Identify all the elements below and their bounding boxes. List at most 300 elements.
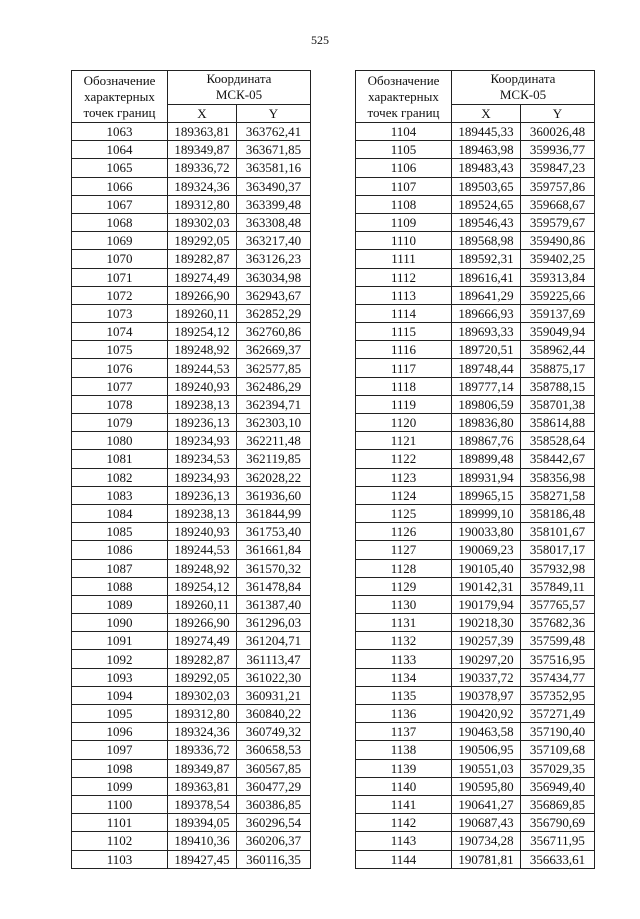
table-row (356, 614, 595, 632)
x-coordinate-cell: 189336,72 (168, 159, 237, 177)
table-row (356, 541, 595, 559)
y-coordinate-cell: 360567,85 (237, 759, 311, 777)
point-number-cell: 1070 (72, 250, 168, 268)
y-coordinate-cell: 362852,29 (237, 304, 311, 322)
y-coordinate-cell: 358101,67 (521, 523, 595, 541)
point-header-line-2: характерных (84, 88, 155, 104)
y-column-header: Y (521, 104, 595, 122)
point-number-cell: 1089 (72, 595, 168, 613)
x-coordinate-cell: 189666,93 (452, 304, 521, 322)
point-number-cell: 1079 (72, 414, 168, 432)
x-coordinate-cell: 189410,36 (168, 832, 237, 850)
point-number-cell: 1124 (356, 486, 452, 504)
y-coordinate-cell: 361936,60 (237, 486, 311, 504)
point-number-cell: 1090 (72, 614, 168, 632)
y-coordinate-cell: 359757,86 (521, 177, 595, 195)
y-coordinate-cell: 363490,37 (237, 177, 311, 195)
point-number-cell: 1063 (72, 123, 168, 141)
table-row (72, 523, 311, 541)
table-row (356, 195, 595, 213)
table-row (356, 559, 595, 577)
table-row (356, 323, 595, 341)
point-number-cell: 1125 (356, 504, 452, 522)
point-number-cell: 1109 (356, 213, 452, 231)
table-row (72, 414, 311, 432)
point-number-cell: 1092 (72, 650, 168, 668)
table-row (72, 468, 311, 486)
point-number-cell: 1066 (72, 177, 168, 195)
point-number-cell: 1071 (72, 268, 168, 286)
table-row (72, 341, 311, 359)
y-coordinate-cell: 359847,23 (521, 159, 595, 177)
x-coordinate-cell: 189236,13 (168, 414, 237, 432)
table-row (72, 177, 311, 195)
y-coordinate-cell: 360840,22 (237, 705, 311, 723)
y-coordinate-cell: 361844,99 (237, 504, 311, 522)
y-coordinate-cell: 360296,54 (237, 814, 311, 832)
table-row (356, 141, 595, 159)
point-number-cell: 1119 (356, 395, 452, 413)
table-row (356, 577, 595, 595)
y-coordinate-cell: 363399,48 (237, 195, 311, 213)
x-coordinate-cell: 190218,30 (452, 614, 521, 632)
x-coordinate-cell: 189806,59 (452, 395, 521, 413)
table-row (356, 213, 595, 231)
point-number-cell: 1072 (72, 286, 168, 304)
x-coordinate-cell: 190179,94 (452, 595, 521, 613)
x-coordinate-cell: 189378,54 (168, 795, 237, 813)
y-coordinate-cell: 356790,69 (521, 814, 595, 832)
point-number-cell: 1143 (356, 832, 452, 850)
x-coordinate-cell: 190142,31 (452, 577, 521, 595)
table-row (356, 177, 595, 195)
table-row (72, 777, 311, 795)
x-coordinate-cell: 189292,05 (168, 232, 237, 250)
y-coordinate-cell: 363034,98 (237, 268, 311, 286)
x-coordinate-cell: 189363,81 (168, 777, 237, 795)
y-coordinate-cell: 359049,94 (521, 323, 595, 341)
point-number-cell: 1129 (356, 577, 452, 595)
table-row (356, 450, 595, 468)
x-coordinate-cell: 189324,36 (168, 723, 237, 741)
x-coordinate-cell: 189748,44 (452, 359, 521, 377)
table-row (72, 268, 311, 286)
x-coordinate-cell: 189266,90 (168, 614, 237, 632)
y-coordinate-cell: 362028,22 (237, 468, 311, 486)
x-coordinate-cell: 189568,98 (452, 232, 521, 250)
y-coordinate-cell: 357932,98 (521, 559, 595, 577)
x-coordinate-cell: 189274,49 (168, 268, 237, 286)
coordinates-table-left (71, 70, 311, 869)
table-row (72, 814, 311, 832)
table-row (72, 250, 311, 268)
y-coordinate-cell: 362394,71 (237, 395, 311, 413)
point-number-cell: 1112 (356, 268, 452, 286)
table-row (72, 286, 311, 304)
point-number-cell: 1068 (72, 213, 168, 231)
point-number-cell: 1080 (72, 432, 168, 450)
y-coordinate-cell: 362943,67 (237, 286, 311, 304)
coord-header-line-1: Координата (490, 71, 556, 87)
y-coordinate-cell: 360026,48 (521, 123, 595, 141)
point-number-cell: 1064 (72, 141, 168, 159)
point-number-cell: 1075 (72, 341, 168, 359)
table-row (72, 323, 311, 341)
table-row (72, 195, 311, 213)
point-number-cell: 1083 (72, 486, 168, 504)
point-number-cell: 1091 (72, 632, 168, 650)
table-row (72, 632, 311, 650)
y-coordinate-cell: 361478,84 (237, 577, 311, 595)
y-coordinate-cell: 357516,95 (521, 650, 595, 668)
y-coordinate-cell: 360749,32 (237, 723, 311, 741)
y-coordinate-cell: 361113,47 (237, 650, 311, 668)
point-header-line-1: Обозначение (83, 72, 156, 88)
point-number-cell: 1093 (72, 668, 168, 686)
x-coordinate-cell: 189234,53 (168, 450, 237, 468)
table-row (356, 686, 595, 704)
point-number-cell: 1123 (356, 468, 452, 486)
y-coordinate-cell: 356633,61 (521, 850, 595, 868)
y-coordinate-cell: 358962,44 (521, 341, 595, 359)
x-coordinate-cell: 189236,13 (168, 486, 237, 504)
y-coordinate-cell: 358017,17 (521, 541, 595, 559)
point-number-cell: 1131 (356, 614, 452, 632)
point-number-cell: 1120 (356, 414, 452, 432)
table-row (72, 595, 311, 613)
x-coordinate-cell: 190420,92 (452, 705, 521, 723)
point-number-cell: 1135 (356, 686, 452, 704)
point-number-cell: 1073 (72, 304, 168, 322)
point-number-cell: 1102 (72, 832, 168, 850)
coordinates-table-right (355, 70, 595, 869)
x-coordinate-cell: 189394,05 (168, 814, 237, 832)
table-row (72, 359, 311, 377)
point-number-cell: 1101 (72, 814, 168, 832)
point-number-cell: 1113 (356, 286, 452, 304)
y-coordinate-cell: 361570,32 (237, 559, 311, 577)
table-row (72, 123, 311, 141)
point-number-cell: 1127 (356, 541, 452, 559)
x-coordinate-cell: 189503,65 (452, 177, 521, 195)
y-coordinate-cell: 362211,48 (237, 432, 311, 450)
table-row (356, 832, 595, 850)
point-number-cell: 1122 (356, 450, 452, 468)
y-coordinate-cell: 362303,10 (237, 414, 311, 432)
y-coordinate-cell: 361661,84 (237, 541, 311, 559)
table-row (72, 486, 311, 504)
x-coordinate-cell: 189592,31 (452, 250, 521, 268)
point-number-cell: 1132 (356, 632, 452, 650)
coord-header-line-2: МСК-05 (499, 87, 547, 103)
table-row (356, 777, 595, 795)
x-coordinate-cell: 189244,53 (168, 359, 237, 377)
point-number-cell: 1144 (356, 850, 452, 868)
table-row (356, 705, 595, 723)
point-number-cell: 1139 (356, 759, 452, 777)
point-number-cell: 1121 (356, 432, 452, 450)
table-row (356, 850, 595, 868)
x-coordinate-cell: 189899,48 (452, 450, 521, 468)
x-coordinate-cell: 189244,53 (168, 541, 237, 559)
table-row (72, 741, 311, 759)
y-coordinate-cell: 357682,36 (521, 614, 595, 632)
point-number-cell: 1140 (356, 777, 452, 795)
y-coordinate-cell: 363217,40 (237, 232, 311, 250)
point-number-cell: 1077 (72, 377, 168, 395)
x-coordinate-cell: 189254,12 (168, 323, 237, 341)
y-coordinate-cell: 358701,38 (521, 395, 595, 413)
table-row (356, 286, 595, 304)
point-designation-header (356, 71, 452, 123)
table-row (356, 359, 595, 377)
point-number-cell: 1138 (356, 741, 452, 759)
point-number-cell: 1069 (72, 232, 168, 250)
table-row (72, 304, 311, 322)
x-coordinate-cell: 189349,87 (168, 141, 237, 159)
y-coordinate-cell: 362669,37 (237, 341, 311, 359)
y-coordinate-cell: 361204,71 (237, 632, 311, 650)
table-row (356, 650, 595, 668)
y-coordinate-cell: 360931,21 (237, 686, 311, 704)
x-coordinate-cell: 189266,90 (168, 286, 237, 304)
x-coordinate-cell: 189302,03 (168, 213, 237, 231)
y-coordinate-cell: 357271,49 (521, 705, 595, 723)
point-number-cell: 1078 (72, 395, 168, 413)
table-row (356, 304, 595, 322)
table-row (356, 377, 595, 395)
point-number-cell: 1067 (72, 195, 168, 213)
coordinate-system-header (168, 71, 311, 105)
point-number-cell: 1087 (72, 559, 168, 577)
point-number-cell: 1116 (356, 341, 452, 359)
y-coordinate-cell: 358875,17 (521, 359, 595, 377)
y-coordinate-cell: 357352,95 (521, 686, 595, 704)
table-row (72, 832, 311, 850)
table-row (72, 395, 311, 413)
coord-header-line-1: Координата (206, 71, 272, 87)
x-coordinate-cell: 189302,03 (168, 686, 237, 704)
point-number-cell: 1115 (356, 323, 452, 341)
left-table-body (72, 123, 311, 869)
x-coordinate-cell: 190337,72 (452, 668, 521, 686)
table-row (356, 668, 595, 686)
point-number-cell: 1099 (72, 777, 168, 795)
table-row (356, 523, 595, 541)
point-number-cell: 1128 (356, 559, 452, 577)
page-number: 525 (311, 33, 329, 47)
y-coordinate-cell: 362760,86 (237, 323, 311, 341)
table-row (72, 159, 311, 177)
y-coordinate-cell: 362119,85 (237, 450, 311, 468)
point-number-cell: 1065 (72, 159, 168, 177)
y-coordinate-cell: 359402,25 (521, 250, 595, 268)
y-coordinate-cell: 360658,53 (237, 741, 311, 759)
table-row (72, 232, 311, 250)
x-coordinate-cell: 189931,94 (452, 468, 521, 486)
table-row (356, 123, 595, 141)
x-coordinate-cell: 190595,80 (452, 777, 521, 795)
point-header-line-2: характерных (368, 88, 439, 104)
point-number-cell: 1096 (72, 723, 168, 741)
table-row (356, 632, 595, 650)
x-coordinate-cell: 189324,36 (168, 177, 237, 195)
point-number-cell: 1111 (356, 250, 452, 268)
x-coordinate-cell: 189282,87 (168, 250, 237, 268)
table-row (72, 705, 311, 723)
y-coordinate-cell: 358614,88 (521, 414, 595, 432)
y-coordinate-cell: 358356,98 (521, 468, 595, 486)
point-number-cell: 1104 (356, 123, 452, 141)
y-coordinate-cell: 363126,23 (237, 250, 311, 268)
point-number-cell: 1136 (356, 705, 452, 723)
table-row (356, 414, 595, 432)
y-coordinate-cell: 360477,29 (237, 777, 311, 795)
x-coordinate-cell: 189546,43 (452, 213, 521, 231)
x-coordinate-cell: 189274,49 (168, 632, 237, 650)
table-row (356, 723, 595, 741)
point-number-cell: 1133 (356, 650, 452, 668)
coordinate-system-header (452, 71, 595, 105)
x-coordinate-cell: 190069,23 (452, 541, 521, 559)
table-row (72, 850, 311, 868)
point-number-cell: 1118 (356, 377, 452, 395)
y-coordinate-cell: 357190,40 (521, 723, 595, 741)
y-coordinate-cell: 361022,30 (237, 668, 311, 686)
point-number-cell: 1084 (72, 504, 168, 522)
x-coordinate-cell: 190105,40 (452, 559, 521, 577)
table-row (356, 395, 595, 413)
point-number-cell: 1114 (356, 304, 452, 322)
table-row (72, 450, 311, 468)
x-column-header: X (168, 104, 237, 122)
x-coordinate-cell: 189427,45 (168, 850, 237, 868)
y-coordinate-cell: 360116,35 (237, 850, 311, 868)
point-number-cell: 1094 (72, 686, 168, 704)
point-number-cell: 1074 (72, 323, 168, 341)
y-coordinate-cell: 358788,15 (521, 377, 595, 395)
point-number-cell: 1110 (356, 232, 452, 250)
x-coordinate-cell: 189463,98 (452, 141, 521, 159)
table-row (72, 686, 311, 704)
x-coordinate-cell: 189445,33 (452, 123, 521, 141)
table-row (356, 250, 595, 268)
point-number-cell: 1134 (356, 668, 452, 686)
x-coordinate-cell: 190297,20 (452, 650, 521, 668)
y-column-header: Y (237, 104, 311, 122)
y-coordinate-cell: 359225,66 (521, 286, 595, 304)
x-coordinate-cell: 189999,10 (452, 504, 521, 522)
y-coordinate-cell: 356949,40 (521, 777, 595, 795)
point-number-cell: 1088 (72, 577, 168, 595)
x-coordinate-cell: 189349,87 (168, 759, 237, 777)
table-row (356, 468, 595, 486)
point-number-cell: 1085 (72, 523, 168, 541)
coord-header-line-2: МСК-05 (215, 87, 263, 103)
table-row (356, 341, 595, 359)
x-coordinate-cell: 190734,28 (452, 832, 521, 850)
table-row (72, 432, 311, 450)
point-number-cell: 1082 (72, 468, 168, 486)
point-designation-header (72, 71, 168, 123)
point-number-cell: 1081 (72, 450, 168, 468)
x-coordinate-cell: 189254,12 (168, 577, 237, 595)
table-row (72, 541, 311, 559)
x-coordinate-cell: 189248,92 (168, 341, 237, 359)
y-coordinate-cell: 363581,16 (237, 159, 311, 177)
x-coordinate-cell: 189867,76 (452, 432, 521, 450)
y-coordinate-cell: 356711,95 (521, 832, 595, 850)
x-coordinate-cell: 190687,43 (452, 814, 521, 832)
table-row (356, 486, 595, 504)
y-coordinate-cell: 361296,03 (237, 614, 311, 632)
y-coordinate-cell: 357029,35 (521, 759, 595, 777)
x-coordinate-cell: 189234,93 (168, 432, 237, 450)
x-coordinate-cell: 190641,27 (452, 795, 521, 813)
y-coordinate-cell: 358186,48 (521, 504, 595, 522)
table-row (72, 795, 311, 813)
x-coordinate-cell: 189260,11 (168, 595, 237, 613)
point-number-cell: 1100 (72, 795, 168, 813)
table-row (356, 432, 595, 450)
x-coordinate-cell: 189238,13 (168, 504, 237, 522)
table-row (72, 504, 311, 522)
y-coordinate-cell: 357849,11 (521, 577, 595, 595)
x-coordinate-cell: 189312,80 (168, 195, 237, 213)
x-coordinate-cell: 189248,92 (168, 559, 237, 577)
point-number-cell: 1086 (72, 541, 168, 559)
x-coordinate-cell: 190033,80 (452, 523, 521, 541)
y-coordinate-cell: 360386,85 (237, 795, 311, 813)
x-coordinate-cell: 189240,93 (168, 523, 237, 541)
point-number-cell: 1141 (356, 795, 452, 813)
point-number-cell: 1142 (356, 814, 452, 832)
table-row (356, 795, 595, 813)
x-column-header: X (452, 104, 521, 122)
table-row (72, 577, 311, 595)
y-coordinate-cell: 359313,84 (521, 268, 595, 286)
point-number-cell: 1130 (356, 595, 452, 613)
y-coordinate-cell: 363308,48 (237, 213, 311, 231)
x-coordinate-cell: 189336,72 (168, 741, 237, 759)
y-coordinate-cell: 358271,58 (521, 486, 595, 504)
x-coordinate-cell: 189693,33 (452, 323, 521, 341)
x-coordinate-cell: 190781,81 (452, 850, 521, 868)
y-coordinate-cell: 359936,77 (521, 141, 595, 159)
y-coordinate-cell: 357599,48 (521, 632, 595, 650)
point-number-cell: 1108 (356, 195, 452, 213)
x-coordinate-cell: 189312,80 (168, 705, 237, 723)
point-number-cell: 1105 (356, 141, 452, 159)
y-coordinate-cell: 359490,86 (521, 232, 595, 250)
x-coordinate-cell: 189238,13 (168, 395, 237, 413)
y-coordinate-cell: 359668,67 (521, 195, 595, 213)
x-coordinate-cell: 189641,29 (452, 286, 521, 304)
point-number-cell: 1106 (356, 159, 452, 177)
y-coordinate-cell: 362486,29 (237, 377, 311, 395)
y-coordinate-cell: 363671,85 (237, 141, 311, 159)
table-row (356, 814, 595, 832)
point-number-cell: 1097 (72, 741, 168, 759)
y-coordinate-cell: 362577,85 (237, 359, 311, 377)
x-coordinate-cell: 189282,87 (168, 650, 237, 668)
x-coordinate-cell: 190463,58 (452, 723, 521, 741)
table-row (72, 650, 311, 668)
y-coordinate-cell: 358442,67 (521, 450, 595, 468)
x-coordinate-cell: 189260,11 (168, 304, 237, 322)
x-coordinate-cell: 189965,15 (452, 486, 521, 504)
x-coordinate-cell: 189292,05 (168, 668, 237, 686)
